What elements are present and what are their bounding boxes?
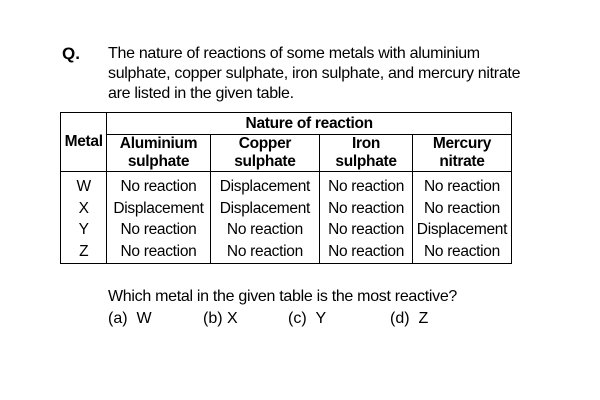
stem-line: are listed in the given table. [108,85,294,102]
metal-column-header: Metal [61,113,107,172]
reaction-cell: No reaction [412,198,511,220]
table-row [61,172,512,198]
table-row [61,219,512,241]
metal-cell: W [61,172,107,198]
option-value: X [227,310,238,327]
column-header-aluminium-sulphate: Aluminium sulphate [107,135,210,172]
option-c[interactable] [288,308,326,330]
reaction-cell: No reaction [107,241,210,264]
question-label: Q. [62,44,80,63]
reaction-cell: No reaction [320,198,413,220]
question-stem [108,44,528,104]
option-d[interactable] [390,308,428,330]
reaction-cell: Displacement [210,198,320,220]
reaction-cell: No reaction [107,172,210,198]
reaction-cell: Displacement [210,172,320,198]
option-key: (b) [203,310,223,327]
reaction-table [60,112,512,264]
table-row [61,241,512,264]
reaction-cell: No reaction [412,241,511,264]
reaction-cell: Displacement [107,198,210,220]
option-key: (a) [108,310,128,327]
nature-of-reaction-header: Nature of reaction [107,113,512,135]
option-a[interactable] [108,308,152,330]
reaction-cell: No reaction [320,241,413,264]
reaction-cell: No reaction [412,172,511,198]
metal-cell: Y [61,219,107,241]
option-value: Z [418,310,429,327]
option-key: (d) [390,310,410,327]
option-b[interactable] [203,308,238,330]
column-header-mercury-nitrate: Mercury nitrate [412,135,511,172]
column-header-copper-sulphate: Copper sulphate [210,135,320,172]
reaction-cell: No reaction [210,219,320,241]
option-value: Y [315,310,327,327]
metal-cell: Z [61,241,107,264]
option-value: W [136,310,152,327]
followup-question: Which metal in the given table is the most reactive? [108,288,458,305]
reaction-cell: No reaction [107,219,210,241]
option-key: (c) [288,310,307,327]
reaction-cell: No reaction [320,172,413,198]
reaction-cell: No reaction [320,219,413,241]
column-header-iron-sulphate: Iron sulphate [320,135,413,172]
stem-line: sulphate, copper sulphate, iron sulphate, and mercury nitrate [108,65,521,82]
reaction-cell: Displacement [412,219,511,241]
reaction-cell: No reaction [210,241,320,264]
stem-line: The nature of reactions of some metals with aluminium [108,45,480,62]
table-row [61,198,512,220]
metal-cell: X [61,198,107,220]
